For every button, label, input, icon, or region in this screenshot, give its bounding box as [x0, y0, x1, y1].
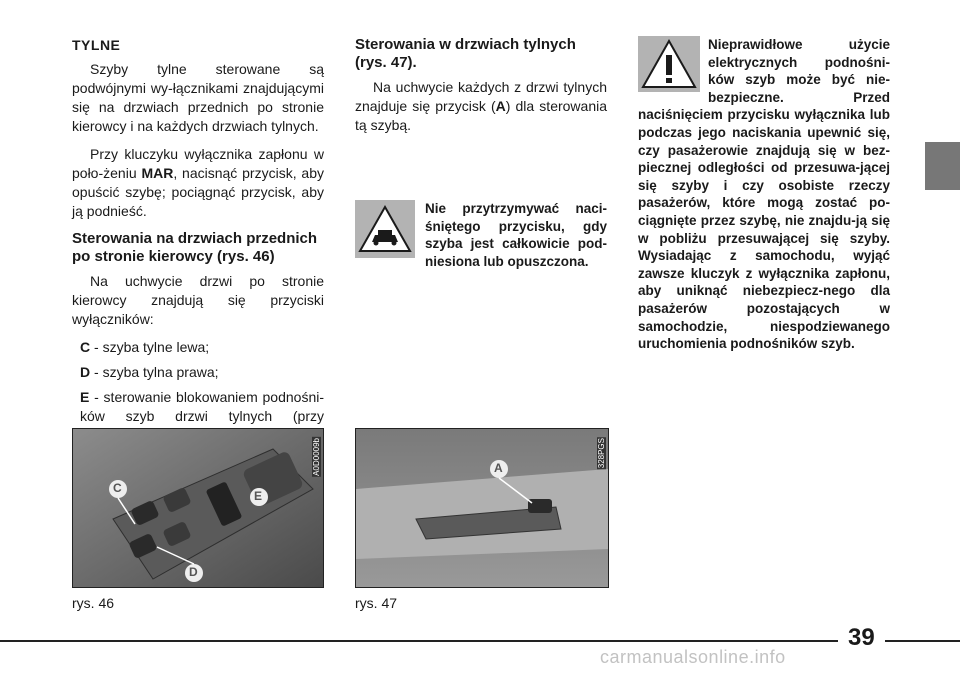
list-item: D - szyba tylna prawa; — [80, 364, 219, 380]
column-left — [72, 36, 324, 470]
paragraph-ignition: Przy kluczyku wyłącznika zapłonu w poło-żeniu MAR, nacisnąć przycisk, aby opuścić szybę; pociągnąć przycisk, aby ją podnieść. — [72, 146, 324, 219]
figure-ref-46: rys. 46 — [222, 248, 270, 265]
caption-rys-46: rys. 46 — [72, 595, 115, 611]
warning-hold-button: Nie przytrzymywać naci-śniętego przycisku, gdy szyba jest całkowicie pod-niesiona lub opuszczona. — [355, 200, 607, 270]
list-item: E - sterowanie blokowaniem podnośni-ków szyb drzwi tylnych (przy — [80, 389, 324, 424]
figure-driver-door-switches — [72, 428, 324, 588]
label-e: E — [254, 489, 263, 503]
section-heading-rear-door: Sterowania w drzwiach tylnych (rys. 47). — [355, 36, 576, 71]
watermark: carmanualsonline.info — [600, 647, 786, 667]
caption-rys-47: rys. 47 — [355, 595, 398, 611]
mar-keyword: MAR — [141, 165, 174, 181]
footer-rule — [0, 640, 960, 642]
label-c: C — [113, 481, 122, 495]
paragraph-rear-windows: Szyby tylne sterowane są podwójnymi wy-łącznikami znajdującymi się na drzwiach przednich po stronie kierowcy i na każdych drzwiach tylnych. — [72, 61, 324, 134]
paragraph-rear-button: Na uchwycie każdych z drzwi tylnych znajduje się przycisk (A) dla sterowania tą szybą. — [355, 79, 608, 133]
page-number: 39 — [838, 624, 885, 652]
warning-improper-use: Nieprawidłowe użycie elektrycznych podnośni-ków szyb może być nie-bezpieczne. Przed naciśnięciem przycisku wyłącznika lub podczas jego naciskania upewnić się, czy pasażerowie znajdują się w bez-piecznej odległości od przesuwa-jącej się szyby i czy osobiste rzeczy pasażerów, które mogą zostać po-ciągnięte przez szybę, nie znajdu-ją się w pobliżu przesuwającej się szyby. Wysiadając z samochodu, wyjąć zawsze kluczyk z wyłącznika zapłonu, aby uniknąć niebezpiecz-nego dla pasażerów pozostających w samochodzie, niespodziewanego uruchomienia podnośników szyb. — [638, 37, 890, 352]
section-heading-tylne: TYLNE — [72, 37, 121, 53]
list-item: C - szyba tylne lewa; — [80, 339, 210, 355]
section-tab-marker — [925, 142, 960, 190]
figure-rear-door-switch — [355, 428, 609, 588]
figure-code: A0D0009b — [312, 438, 321, 476]
section-heading-driver-door: Sterowania na drzwiach przednich po stronie kierowcy (rys. 46) — [72, 230, 318, 265]
warning-triangle-icon — [638, 36, 700, 92]
label-d: D — [189, 565, 198, 579]
paragraph-driver-buttons: Na uchwycie drzwi po stronie kierowcy znajdują się przyciski wyłączników: — [72, 273, 324, 327]
label-a: A — [494, 461, 503, 475]
car-window-warning-icon — [355, 200, 415, 258]
figure-code: 328PGS — [597, 438, 606, 469]
figure-ref-47: rys. 47 — [360, 54, 408, 71]
column-middle — [355, 36, 607, 144]
